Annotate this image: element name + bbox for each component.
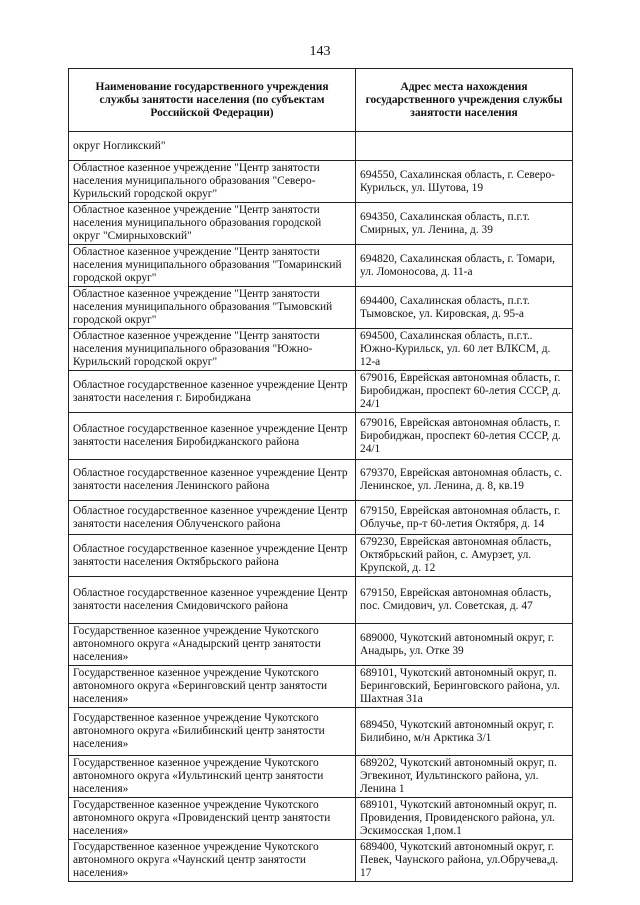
address-cell: 679370, Еврейская автономная область, с. Ленинское, ул. Ленина, д. 8, кв.19 [356, 460, 573, 501]
address-cell: 694350, Сахалинская область, п.г.т. Смирных, ул. Ленина, д. 39 [356, 203, 573, 245]
institution-name-cell: Государственное казенное учреждение Чукотского автономного округа «Билибинский центр занятости населения» [69, 708, 356, 756]
table-row [69, 535, 573, 577]
table-row [69, 161, 573, 203]
address-cell: 689101, Чукотский автономный округ, п. Беринговский, Беринговского района, ул. Шахтная 31а [356, 666, 573, 708]
institution-name-cell: Областное государственное казенное учреждение Центр занятости населения Биробиджанского района [69, 413, 356, 460]
table-row [69, 624, 573, 666]
address-cell: 694500, Сахалинская область, п.г.т.. Южно-Курильск, ул. 60 лет ВЛКСМ, д. 12-а [356, 329, 573, 371]
institution-name-cell: Государственное казенное учреждение Чукотского автономного округа «Беринговский центр занятости населения» [69, 666, 356, 708]
institution-name-cell: Областное казенное учреждение "Центр занятости населения муниципального образования "Тымовский городской округ" [69, 287, 356, 329]
institution-name-cell: Областное казенное учреждение "Центр занятости населения муниципального образования "Южно-Курильский городской округ" [69, 329, 356, 371]
address-cell: 679230, Еврейская автономная область, Октябрьский район, с. Амурзет, ул. Крупской, д. 12 [356, 535, 573, 577]
table-row [69, 245, 573, 287]
table-row [69, 203, 573, 245]
table-row [69, 501, 573, 535]
address-cell: 694550, Сахалинская область, г. Северо-Курильск, ул. Шутова, 19 [356, 161, 573, 203]
employment-centers-table [68, 68, 573, 882]
institution-name-cell: Областное государственное казенное учреждение Центр занятости населения Ленинского района [69, 460, 356, 501]
column-header-institution: Наименование государственного учреждения службы занятости населения (по субъектам Российской Федерации) [69, 69, 356, 132]
table-row [69, 708, 573, 756]
institution-name-cell: Областное государственное казенное учреждение Центр занятости населения Облученского района [69, 501, 356, 535]
institution-name-cell: округ Ногликский" [69, 132, 356, 161]
table-row [69, 329, 573, 371]
institution-name-cell: Областное государственное казенное учреждение Центр занятости населения г. Биробиджана [69, 371, 356, 413]
institution-name-cell: Государственное казенное учреждение Чукотского автономного округа «Провиденский центр занятости населения» [69, 798, 356, 840]
address-cell: 689202, Чукотский автономный округ, п. Эгвекинот, Иультинского района, ул. Ленина 1 [356, 756, 573, 798]
address-cell [356, 132, 573, 161]
institution-name-cell: Государственное казенное учреждение Чукотского автономного округа «Иультинский центр занятости населения» [69, 756, 356, 798]
table-row [69, 666, 573, 708]
address-cell: 679016, Еврейская автономная область, г. Биробиджан, проспект 60-летия СССР, д. 24/1 [356, 413, 573, 460]
institution-name-cell: Областное казенное учреждение "Центр занятости населения муниципального образования городской округ "Смирныховский" [69, 203, 356, 245]
table-row [69, 371, 573, 413]
institution-name-cell: Государственное казенное учреждение Чукотского автономного округа «Чаунский центр занятости населения» [69, 840, 356, 882]
table-row [69, 413, 573, 460]
address-cell: 689101, Чукотский автономный округ, п. Провидения, Провиденского района, ул. Эскимосская 1,пом.1 [356, 798, 573, 840]
address-cell: 679016, Еврейская автономная область, г. Биробиджан, проспект 60-летия СССР, д. 24/1 [356, 371, 573, 413]
address-cell: 679150, Еврейская автономная область, пос. Смидович, ул. Советская, д. 47 [356, 577, 573, 624]
table-row [69, 840, 573, 882]
table-row [69, 798, 573, 840]
address-cell: 694400, Сахалинская область, п.г.т. Тымовское, ул. Кировская, д. 95-а [356, 287, 573, 329]
address-cell: 689000, Чукотский автономный округ, г. Анадырь, ул. Отке 39 [356, 624, 573, 666]
institution-name-cell: Областное государственное казенное учреждение Центр занятости населения Октябрьского района [69, 535, 356, 577]
column-header-address: Адрес места нахождения государственного учреждения службы занятости населения [356, 69, 573, 132]
institution-name-cell: Областное казенное учреждение "Центр занятости населения муниципального образования "Северо-Курильский городской округ" [69, 161, 356, 203]
address-cell: 689450, Чукотский автономный округ, г. Билибино, м/н Арктика 3/1 [356, 708, 573, 756]
table-row [69, 577, 573, 624]
table-row [69, 756, 573, 798]
table-row [69, 460, 573, 501]
institution-name-cell: Государственное казенное учреждение Чукотского автономного округа «Анадырский центр занятости населения» [69, 624, 356, 666]
address-cell: 694820, Сахалинская область, г. Томари, ул. Ломоносова, д. 11-а [356, 245, 573, 287]
table-header-row [69, 69, 573, 132]
table-row [69, 287, 573, 329]
table-body [69, 132, 573, 882]
institution-name-cell: Областное государственное казенное учреждение Центр занятости населения Смидовичского района [69, 577, 356, 624]
table-row [69, 132, 573, 161]
page-number: 143 [309, 44, 331, 59]
institution-name-cell: Областное казенное учреждение "Центр занятости населения муниципального образования "Томаринский городской округ" [69, 245, 356, 287]
address-cell: 679150, Еврейская автономная область, г. Облучье, пр-т 60-летия Октября, д. 14 [356, 501, 573, 535]
address-cell: 689400, Чукотский автономный округ, г. Певек, Чаунского района, ул.Обручева,д. 17 [356, 840, 573, 882]
